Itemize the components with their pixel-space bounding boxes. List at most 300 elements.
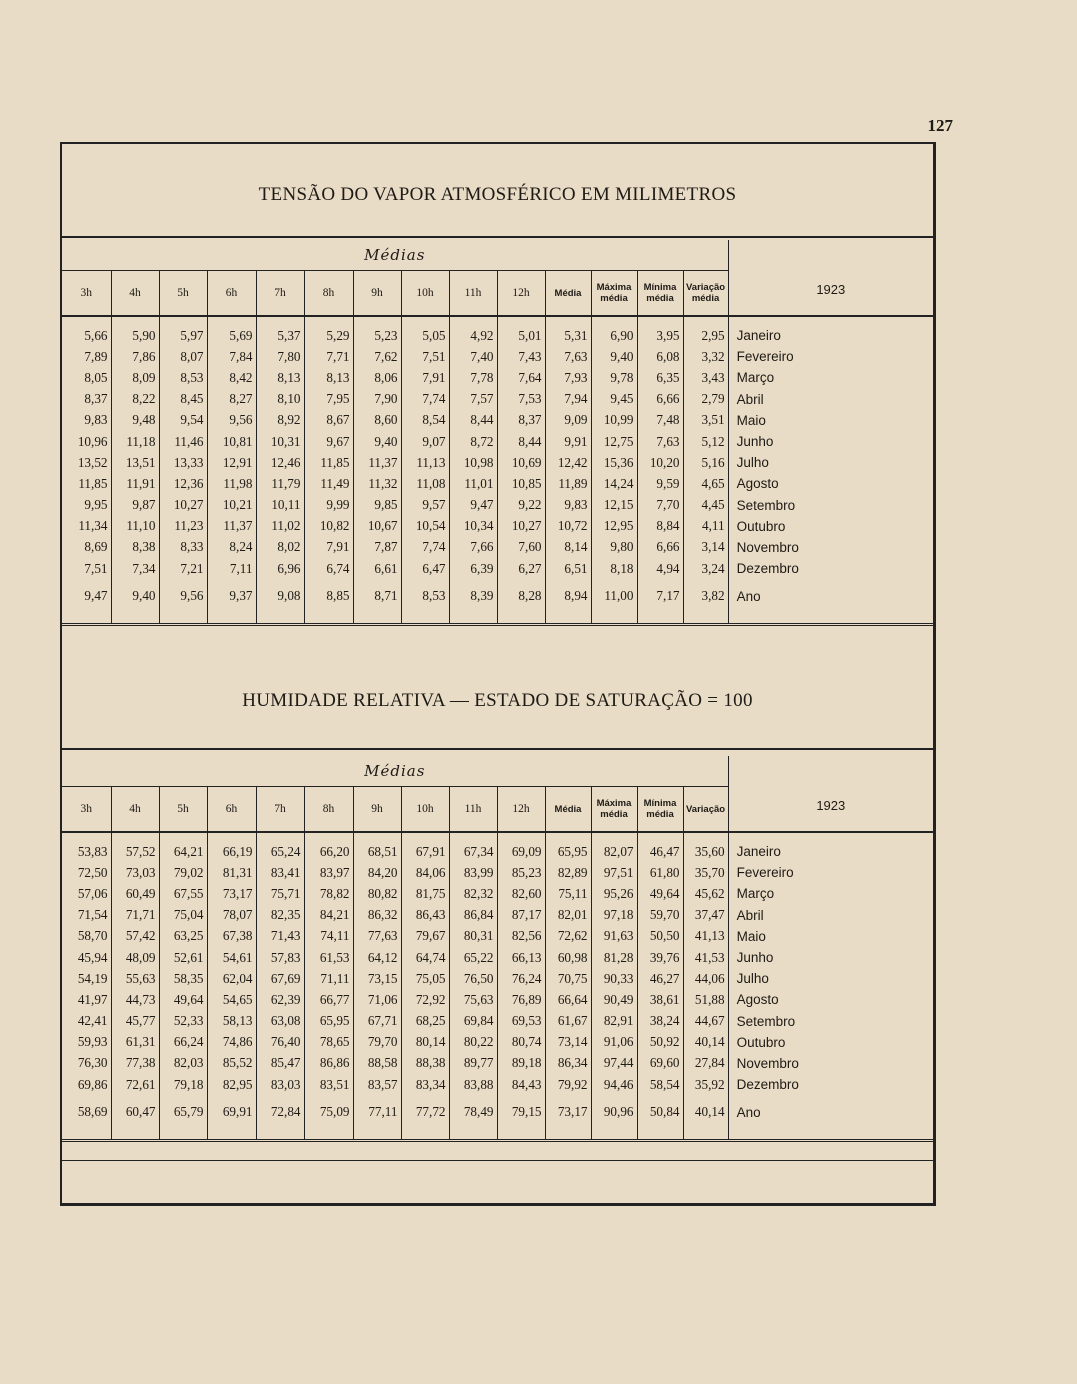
value-cell: 41,13 xyxy=(683,926,728,947)
value-cell: 3,95 xyxy=(637,316,683,346)
table-row xyxy=(62,316,933,346)
humidity-title: HUMIDADE RELATIVA — ESTADO DE SATURAÇÃO = 100 xyxy=(242,690,753,711)
column-header: 6h xyxy=(207,787,256,833)
value-cell: 8,13 xyxy=(304,367,353,388)
value-cell: 83,97 xyxy=(304,862,353,883)
annual-value-cell: 60,47 xyxy=(111,1095,159,1129)
value-cell: 9,59 xyxy=(637,473,683,494)
value-cell: 71,43 xyxy=(256,926,304,947)
column-header: 7h xyxy=(256,271,304,317)
value-cell: 65,22 xyxy=(449,947,497,968)
value-cell: 12,36 xyxy=(159,473,207,494)
value-cell: 62,04 xyxy=(207,968,256,989)
annual-value-cell: 8,94 xyxy=(545,579,591,613)
value-cell: 7,63 xyxy=(637,431,683,452)
value-cell: 7,21 xyxy=(159,558,207,579)
value-cell: 85,47 xyxy=(256,1053,304,1074)
value-cell: 13,52 xyxy=(62,452,111,473)
value-cell: 8,42 xyxy=(207,367,256,388)
table-row xyxy=(62,473,933,494)
value-cell: 66,19 xyxy=(207,832,256,862)
value-cell: 69,86 xyxy=(62,1074,111,1095)
value-cell: 75,63 xyxy=(449,989,497,1010)
value-cell: 7,78 xyxy=(449,367,497,388)
value-cell: 64,21 xyxy=(159,832,207,862)
value-cell: 7,80 xyxy=(256,346,304,367)
value-cell: 7,34 xyxy=(111,558,159,579)
table-row xyxy=(62,431,933,452)
value-cell: 7,91 xyxy=(304,537,353,558)
humidity-top-rule xyxy=(62,748,933,750)
value-cell: 90,49 xyxy=(591,989,637,1010)
annual-value-cell: 75,09 xyxy=(304,1095,353,1129)
value-cell: 10,99 xyxy=(591,410,637,431)
value-cell: 8,67 xyxy=(304,410,353,431)
value-cell: 10,72 xyxy=(545,516,591,537)
value-cell: 79,02 xyxy=(159,862,207,883)
table-row xyxy=(62,558,933,579)
value-cell: 50,92 xyxy=(637,1032,683,1053)
value-cell: 8,37 xyxy=(497,410,545,431)
column-header: 4h xyxy=(111,787,159,833)
value-cell: 95,26 xyxy=(591,883,637,904)
value-cell: 4,92 xyxy=(449,316,497,346)
value-cell: 11,89 xyxy=(545,473,591,494)
page-number: 127 xyxy=(927,116,953,135)
value-cell: 78,07 xyxy=(207,905,256,926)
value-cell: 8,60 xyxy=(353,410,401,431)
value-cell: 11,01 xyxy=(449,473,497,494)
annual-value-cell: 65,79 xyxy=(159,1095,207,1129)
value-cell: 59,93 xyxy=(62,1032,111,1053)
value-cell: 6,66 xyxy=(637,537,683,558)
month-label: Dezembro xyxy=(736,561,799,577)
month-label: Maio xyxy=(736,412,766,428)
value-cell: 82,03 xyxy=(159,1053,207,1074)
value-cell: 48,09 xyxy=(111,947,159,968)
value-cell: 12,15 xyxy=(591,495,637,516)
value-cell: 49,64 xyxy=(637,883,683,904)
value-cell: 69,53 xyxy=(497,1011,545,1032)
value-cell: 75,05 xyxy=(401,968,449,989)
value-cell: 75,04 xyxy=(159,905,207,926)
value-cell: 8,54 xyxy=(401,410,449,431)
value-cell: 83,03 xyxy=(256,1074,304,1095)
value-cell: 76,24 xyxy=(497,968,545,989)
value-cell: 81,75 xyxy=(401,883,449,904)
value-cell: 94,46 xyxy=(591,1074,637,1095)
value-cell: 82,56 xyxy=(497,926,545,947)
value-cell: 10,85 xyxy=(497,473,545,494)
value-cell: 66,13 xyxy=(497,947,545,968)
value-cell: 12,46 xyxy=(256,452,304,473)
value-cell: 35,92 xyxy=(683,1074,728,1095)
value-cell: 6,61 xyxy=(353,558,401,579)
value-cell: 71,54 xyxy=(62,905,111,926)
value-cell: 5,90 xyxy=(111,316,159,346)
value-cell: 38,24 xyxy=(637,1011,683,1032)
value-cell: 7,40 xyxy=(449,346,497,367)
value-cell: 71,11 xyxy=(304,968,353,989)
value-cell: 10,98 xyxy=(449,452,497,473)
month-label: Janeiro xyxy=(736,844,781,860)
value-cell: 11,32 xyxy=(353,473,401,494)
column-header: Máxima média xyxy=(591,787,637,833)
value-cell: 72,61 xyxy=(111,1074,159,1095)
value-cell: 58,54 xyxy=(637,1074,683,1095)
annual-value-cell: 9,37 xyxy=(207,579,256,613)
value-cell: 64,12 xyxy=(353,947,401,968)
column-header: 12h xyxy=(497,271,545,317)
column-header: 10h xyxy=(401,271,449,317)
column-header: 8h xyxy=(304,271,353,317)
value-cell: 82,60 xyxy=(497,883,545,904)
annual-value-cell: 77,72 xyxy=(401,1095,449,1129)
value-cell: 41,53 xyxy=(683,947,728,968)
value-cell: 57,52 xyxy=(111,832,159,862)
value-cell: 85,52 xyxy=(207,1053,256,1074)
value-cell: 9,99 xyxy=(304,495,353,516)
value-cell: 8,53 xyxy=(159,367,207,388)
value-cell: 5,97 xyxy=(159,316,207,346)
value-cell: 83,41 xyxy=(256,862,304,883)
value-cell: 5,66 xyxy=(62,316,111,346)
value-cell: 97,51 xyxy=(591,862,637,883)
tension-top-rule xyxy=(62,236,933,238)
value-cell: 9,09 xyxy=(545,410,591,431)
value-cell: 62,39 xyxy=(256,989,304,1010)
annual-value-cell: 40,14 xyxy=(683,1095,728,1129)
value-cell: 9,40 xyxy=(591,346,637,367)
value-cell: 83,51 xyxy=(304,1074,353,1095)
value-cell: 8,10 xyxy=(256,389,304,410)
value-cell: 7,53 xyxy=(497,389,545,410)
month-label: Agosto xyxy=(736,992,779,1008)
value-cell: 13,51 xyxy=(111,452,159,473)
month-label: Junho xyxy=(736,950,774,966)
month-label: Setembro xyxy=(736,497,796,513)
value-cell: 6,47 xyxy=(401,558,449,579)
value-cell: 72,92 xyxy=(401,989,449,1010)
value-cell: 6,35 xyxy=(637,367,683,388)
value-cell: 74,11 xyxy=(304,926,353,947)
value-cell: 11,79 xyxy=(256,473,304,494)
value-cell: 69,84 xyxy=(449,1011,497,1032)
value-cell: 52,61 xyxy=(159,947,207,968)
value-cell: 80,14 xyxy=(401,1032,449,1053)
value-cell: 9,40 xyxy=(353,431,401,452)
value-cell: 79,67 xyxy=(401,926,449,947)
value-cell: 10,82 xyxy=(304,516,353,537)
column-header: 3h xyxy=(62,271,111,317)
value-cell: 91,63 xyxy=(591,926,637,947)
annual-value-cell: 8,28 xyxy=(497,579,545,613)
value-cell: 11,10 xyxy=(111,516,159,537)
value-cell: 7,57 xyxy=(449,389,497,410)
value-cell: 7,74 xyxy=(401,389,449,410)
month-label: Setembro xyxy=(736,1013,796,1029)
column-header: Média xyxy=(545,787,591,833)
column-header: Mínima média xyxy=(637,271,683,317)
value-cell: 75,71 xyxy=(256,883,304,904)
month-label: Novembro xyxy=(736,1055,799,1071)
value-cell: 54,61 xyxy=(207,947,256,968)
column-header: 5h xyxy=(159,271,207,317)
value-cell: 57,42 xyxy=(111,926,159,947)
value-cell: 85,23 xyxy=(497,862,545,883)
value-cell: 86,43 xyxy=(401,905,449,926)
column-header: 12h xyxy=(497,787,545,833)
annual-value-cell: 8,53 xyxy=(401,579,449,613)
value-cell: 9,95 xyxy=(62,495,111,516)
annual-value-cell: 9,40 xyxy=(111,579,159,613)
value-cell: 59,70 xyxy=(637,905,683,926)
value-cell: 82,91 xyxy=(591,1011,637,1032)
value-cell: 8,24 xyxy=(207,537,256,558)
value-cell: 7,87 xyxy=(353,537,401,558)
value-cell: 5,37 xyxy=(256,316,304,346)
table-row xyxy=(62,537,933,558)
value-cell: 7,43 xyxy=(497,346,545,367)
value-cell: 79,18 xyxy=(159,1074,207,1095)
value-cell: 53,83 xyxy=(62,832,111,862)
value-cell: 38,61 xyxy=(637,989,683,1010)
value-cell: 74,86 xyxy=(207,1032,256,1053)
value-cell: 8,09 xyxy=(111,367,159,388)
annual-value-cell: 3,82 xyxy=(683,579,728,613)
column-header: 11h xyxy=(449,271,497,317)
column-header: Variação média xyxy=(683,271,728,317)
value-cell: 8,06 xyxy=(353,367,401,388)
month-label: Maio xyxy=(736,928,766,944)
table-row xyxy=(62,367,933,388)
column-header: 10h xyxy=(401,787,449,833)
value-cell: 9,07 xyxy=(401,431,449,452)
value-cell: 4,45 xyxy=(683,495,728,516)
value-cell: 86,34 xyxy=(545,1053,591,1074)
value-cell: 11,85 xyxy=(62,473,111,494)
value-cell: 44,73 xyxy=(111,989,159,1010)
value-cell: 9,87 xyxy=(111,495,159,516)
table-row xyxy=(62,989,933,1010)
value-cell: 67,38 xyxy=(207,926,256,947)
value-cell: 90,33 xyxy=(591,968,637,989)
value-cell: 8,02 xyxy=(256,537,304,558)
value-cell: 67,69 xyxy=(256,968,304,989)
value-cell: 7,70 xyxy=(637,495,683,516)
value-cell: 82,35 xyxy=(256,905,304,926)
value-cell: 82,32 xyxy=(449,883,497,904)
month-label: Julho xyxy=(736,971,769,987)
value-cell: 49,64 xyxy=(159,989,207,1010)
annual-value-cell: 8,85 xyxy=(304,579,353,613)
annual-value-cell: 7,17 xyxy=(637,579,683,613)
value-cell: 83,34 xyxy=(401,1074,449,1095)
annual-row xyxy=(62,1095,933,1129)
value-cell: 11,02 xyxy=(256,516,304,537)
value-cell: 80,31 xyxy=(449,926,497,947)
value-cell: 68,25 xyxy=(401,1011,449,1032)
table-row xyxy=(62,452,933,473)
value-cell: 10,21 xyxy=(207,495,256,516)
value-cell: 65,95 xyxy=(304,1011,353,1032)
value-cell: 54,19 xyxy=(62,968,111,989)
value-cell: 11,13 xyxy=(401,452,449,473)
humidity-table xyxy=(62,756,933,1142)
value-cell: 83,99 xyxy=(449,862,497,883)
value-cell: 65,24 xyxy=(256,832,304,862)
value-cell: 45,94 xyxy=(62,947,111,968)
value-cell: 7,71 xyxy=(304,346,353,367)
value-cell: 10,96 xyxy=(62,431,111,452)
tables-frame xyxy=(60,142,936,1206)
value-cell: 11,37 xyxy=(353,452,401,473)
annual-row xyxy=(62,579,933,613)
value-cell: 9,85 xyxy=(353,495,401,516)
value-cell: 9,83 xyxy=(545,495,591,516)
value-cell: 6,74 xyxy=(304,558,353,579)
value-cell: 11,08 xyxy=(401,473,449,494)
value-cell: 7,93 xyxy=(545,367,591,388)
value-cell: 7,95 xyxy=(304,389,353,410)
value-cell: 9,56 xyxy=(207,410,256,431)
column-header: 6h xyxy=(207,271,256,317)
column-header: 7h xyxy=(256,787,304,833)
value-cell: 61,67 xyxy=(545,1011,591,1032)
value-cell: 7,66 xyxy=(449,537,497,558)
value-cell: 40,14 xyxy=(683,1032,728,1053)
value-cell: 73,03 xyxy=(111,862,159,883)
value-cell: 78,82 xyxy=(304,883,353,904)
value-cell: 42,41 xyxy=(62,1011,111,1032)
value-cell: 8,05 xyxy=(62,367,111,388)
value-cell: 5,01 xyxy=(497,316,545,346)
value-cell: 10,67 xyxy=(353,516,401,537)
value-cell: 82,89 xyxy=(545,862,591,883)
value-cell: 9,91 xyxy=(545,431,591,452)
value-cell: 61,53 xyxy=(304,947,353,968)
value-cell: 7,74 xyxy=(401,537,449,558)
value-cell: 69,09 xyxy=(497,832,545,862)
table-row xyxy=(62,516,933,537)
value-cell: 67,34 xyxy=(449,832,497,862)
value-cell: 66,64 xyxy=(545,989,591,1010)
value-cell: 76,40 xyxy=(256,1032,304,1053)
value-cell: 8,07 xyxy=(159,346,207,367)
value-cell: 69,60 xyxy=(637,1053,683,1074)
value-cell: 3,43 xyxy=(683,367,728,388)
annual-value-cell: 11,00 xyxy=(591,579,637,613)
annual-value-cell: 72,84 xyxy=(256,1095,304,1129)
column-header: 9h xyxy=(353,787,401,833)
value-cell: 8,27 xyxy=(207,389,256,410)
value-cell: 2,79 xyxy=(683,389,728,410)
table-row xyxy=(62,1053,933,1074)
value-cell: 10,54 xyxy=(401,516,449,537)
value-cell: 7,11 xyxy=(207,558,256,579)
value-cell: 7,91 xyxy=(401,367,449,388)
month-label: Novembro xyxy=(736,539,799,555)
value-cell: 8,84 xyxy=(637,516,683,537)
table-row xyxy=(62,926,933,947)
value-cell: 63,25 xyxy=(159,926,207,947)
column-header: Máxima média xyxy=(591,271,637,317)
value-cell: 11,37 xyxy=(207,516,256,537)
value-cell: 6,90 xyxy=(591,316,637,346)
value-cell: 71,06 xyxy=(353,989,401,1010)
annual-value-cell: 90,96 xyxy=(591,1095,637,1129)
value-cell: 82,01 xyxy=(545,905,591,926)
value-cell: 44,67 xyxy=(683,1011,728,1032)
value-cell: 7,86 xyxy=(111,346,159,367)
value-cell: 88,58 xyxy=(353,1053,401,1074)
value-cell: 13,33 xyxy=(159,452,207,473)
value-cell: 58,35 xyxy=(159,968,207,989)
value-cell: 39,76 xyxy=(637,947,683,968)
table-row xyxy=(62,947,933,968)
value-cell: 72,50 xyxy=(62,862,111,883)
value-cell: 9,48 xyxy=(111,410,159,431)
value-cell: 6,08 xyxy=(637,346,683,367)
value-cell: 89,77 xyxy=(449,1053,497,1074)
value-cell: 12,42 xyxy=(545,452,591,473)
value-cell: 8,38 xyxy=(111,537,159,558)
value-cell: 46,47 xyxy=(637,832,683,862)
value-cell: 9,57 xyxy=(401,495,449,516)
value-cell: 84,06 xyxy=(401,862,449,883)
value-cell: 3,14 xyxy=(683,537,728,558)
value-cell: 8,44 xyxy=(449,410,497,431)
month-label: Fevereiro xyxy=(736,865,794,881)
value-cell: 8,13 xyxy=(256,367,304,388)
value-cell: 7,89 xyxy=(62,346,111,367)
column-header: 5h xyxy=(159,787,207,833)
value-cell: 84,43 xyxy=(497,1074,545,1095)
value-cell: 14,24 xyxy=(591,473,637,494)
value-cell: 67,91 xyxy=(401,832,449,862)
annual-value-cell: 73,17 xyxy=(545,1095,591,1129)
value-cell: 58,13 xyxy=(207,1011,256,1032)
column-header: 3h xyxy=(62,787,111,833)
value-cell: 9,47 xyxy=(449,495,497,516)
value-cell: 7,62 xyxy=(353,346,401,367)
annual-value-cell: 9,47 xyxy=(62,579,111,613)
value-cell: 7,51 xyxy=(401,346,449,367)
value-cell: 51,88 xyxy=(683,989,728,1010)
value-cell: 8,37 xyxy=(62,389,111,410)
value-cell: 77,38 xyxy=(111,1053,159,1074)
month-label: Março xyxy=(736,886,775,902)
value-cell: 5,69 xyxy=(207,316,256,346)
value-cell: 11,49 xyxy=(304,473,353,494)
value-cell: 10,81 xyxy=(207,431,256,452)
annual-value-cell: 8,71 xyxy=(353,579,401,613)
value-cell: 10,31 xyxy=(256,431,304,452)
value-cell: 8,22 xyxy=(111,389,159,410)
annual-value-cell: 8,39 xyxy=(449,579,497,613)
value-cell: 97,44 xyxy=(591,1053,637,1074)
group-header: Médias xyxy=(62,240,728,271)
value-cell: 76,89 xyxy=(497,989,545,1010)
value-cell: 61,80 xyxy=(637,862,683,883)
value-cell: 87,17 xyxy=(497,905,545,926)
column-header: 9h xyxy=(353,271,401,317)
annual-value-cell: 77,11 xyxy=(353,1095,401,1129)
table-row xyxy=(62,1011,933,1032)
value-cell: 15,36 xyxy=(591,452,637,473)
annual-value-cell: 79,15 xyxy=(497,1095,545,1129)
value-cell: 76,50 xyxy=(449,968,497,989)
